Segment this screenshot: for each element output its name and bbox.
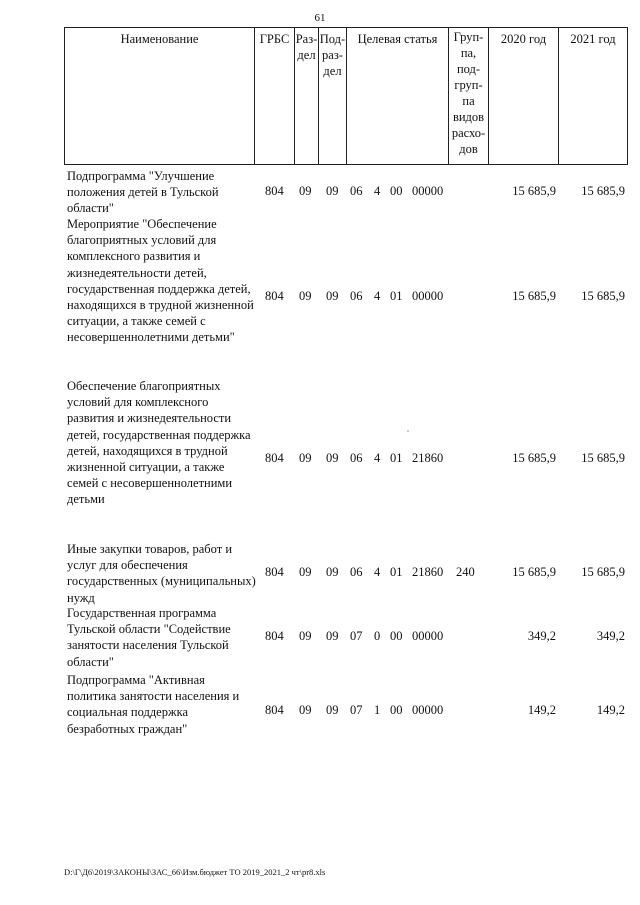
row-2020: 15 685,9 xyxy=(512,184,556,198)
header-grbs: ГРБС xyxy=(259,32,290,46)
row-2020: 15 685,9 xyxy=(512,565,556,579)
header-tselevaya-cell xyxy=(346,27,448,165)
row-razdel: 09 xyxy=(299,451,312,465)
row-razdel: 09 xyxy=(299,565,312,579)
row-cs-subprogram: 4 xyxy=(374,451,381,465)
row-2020: 15 685,9 xyxy=(512,289,556,303)
row-name: Государственная программа Тульской области "Содействие занятости населения Тульской области" xyxy=(67,606,231,669)
row-grbs: 804 xyxy=(265,565,284,579)
row-grbs: 804 xyxy=(265,629,284,643)
header-tselevaya: Целевая статья xyxy=(357,32,438,46)
header-grbs-cell xyxy=(254,27,294,165)
header-razdel-cell xyxy=(294,27,318,165)
row-grbs: 804 xyxy=(265,289,284,303)
header-2020: 2020 год xyxy=(500,32,547,46)
row-razdel: 09 xyxy=(299,289,312,303)
row-cs-program: 06 xyxy=(350,184,363,198)
row-name: Подпрограмма "Улучшение положения детей в Тульской области" xyxy=(67,169,219,216)
row-cs-direction: 00000 xyxy=(412,184,444,198)
row-cs-event: 00 xyxy=(390,629,403,643)
row-cs-program: 06 xyxy=(350,565,363,579)
row-cs-event: 00 xyxy=(390,184,403,198)
row-2020: 349,2 xyxy=(527,629,556,643)
row-podrazdel: 09 xyxy=(326,565,339,579)
page-number: 61 xyxy=(314,12,326,24)
row-name: Мероприятие "Обеспечение благоприятных условий для комплексного развития и жизнедеятельности детей, государственная поддержка детей, находящихся в трудной жизненной ситуации, а также семей с несовершеннолетними детьми" xyxy=(67,217,254,345)
row-cs-direction: 00000 xyxy=(412,703,444,717)
table-header xyxy=(0,27,640,165)
row-name: Иные закупки товаров, работ и услуг для обеспечения государственных (муниципальных) нужд xyxy=(67,542,256,605)
row-cs-direction: 00000 xyxy=(412,289,444,303)
row-podrazdel: 09 xyxy=(326,184,339,198)
row-cs-event: 00 xyxy=(390,703,403,717)
row-cs-program: 07 xyxy=(350,703,363,717)
header-podrazdel: Под- раз- дел xyxy=(319,32,346,78)
row-2021: 15 685,9 xyxy=(581,289,625,303)
row-cs-program: 07 xyxy=(350,629,363,643)
header-razdel: Раз- дел xyxy=(295,32,318,62)
row-razdel: 09 xyxy=(299,629,312,643)
row-cs-program: 06 xyxy=(350,289,363,303)
row-name: Обеспечение благоприятных условий для комплексного развития и жизнедеятельности детей, государственная поддержка детей, находящихся в трудной жизненной ситуации, а также семей с несовершеннолетними детьми xyxy=(67,379,251,507)
row-podrazdel: 09 xyxy=(326,289,339,303)
header-gruppa: Груп- па, под- груп- па видов расхо- дов xyxy=(451,30,486,156)
row-2021: 349,2 xyxy=(596,629,625,643)
row-vr: 240 xyxy=(456,565,475,579)
row-podrazdel: 09 xyxy=(326,629,339,643)
row-cs-program: 06 xyxy=(350,451,363,465)
row-podrazdel: 09 xyxy=(326,703,339,717)
row-grbs: 804 xyxy=(265,703,284,717)
row-grbs: 804 xyxy=(265,184,284,198)
row-cs-subprogram: 4 xyxy=(374,565,381,579)
row-razdel: 09 xyxy=(299,184,312,198)
file-path-footer: D:\Г\Д6\2019\ЗАКОНЫ\ЗАС_66\Изм.бюджет ТО 2019_2021_2 чт\pr8.xls xyxy=(64,867,326,877)
row-2021: 15 685,9 xyxy=(581,451,625,465)
row-2021: 149,2 xyxy=(596,703,625,717)
row-2021: 15 685,9 xyxy=(581,184,625,198)
row-cs-direction: 21860 xyxy=(412,565,444,579)
row-cs-subprogram: 4 xyxy=(374,184,381,198)
row-2020: 15 685,9 xyxy=(512,451,556,465)
header-name-cell xyxy=(64,27,254,165)
row-2020: 149,2 xyxy=(527,703,556,717)
row-razdel: 09 xyxy=(299,703,312,717)
row-name: Подпрограмма "Активная политика занятости населения и социальная поддержка безработных граждан" xyxy=(67,673,240,736)
header-podrazdel-cell xyxy=(318,27,346,165)
row-2021: 15 685,9 xyxy=(581,565,625,579)
row-podrazdel: 09 xyxy=(326,451,339,465)
header-2021-cell xyxy=(558,27,628,165)
row-cs-event: 01 xyxy=(390,289,403,303)
scan-speck xyxy=(407,430,409,432)
row-cs-event: 01 xyxy=(390,565,403,579)
row-grbs: 804 xyxy=(265,451,284,465)
row-cs-direction: 00000 xyxy=(412,629,444,643)
row-cs-event: 01 xyxy=(390,451,403,465)
row-cs-direction: 21860 xyxy=(412,451,444,465)
row-cs-subprogram: 4 xyxy=(374,289,381,303)
row-cs-subprogram: 1 xyxy=(374,703,381,717)
row-cs-subprogram: 0 xyxy=(374,629,381,643)
header-2021: 2021 год xyxy=(570,32,616,46)
header-gruppa-cell xyxy=(448,27,488,165)
header-2020-cell xyxy=(488,27,558,165)
header-name: Наименование xyxy=(120,32,199,46)
